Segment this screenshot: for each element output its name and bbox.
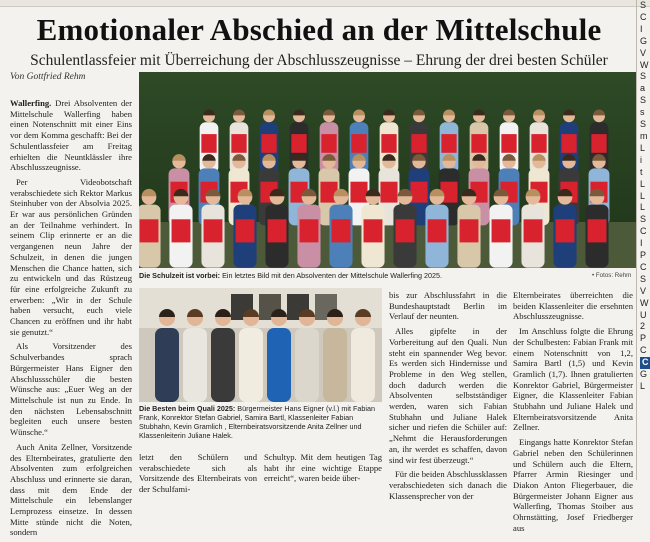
page-top-band bbox=[0, 0, 650, 7]
photo-graduates-group-image bbox=[139, 72, 636, 268]
article-column-2-bottom bbox=[139, 452, 257, 499]
strip-letter: L bbox=[640, 142, 646, 153]
paragraph bbox=[10, 98, 132, 173]
strip-letter: I bbox=[640, 23, 643, 34]
strip-letter: S bbox=[640, 0, 647, 10]
strip-letter: G bbox=[640, 35, 648, 46]
photo-best-students-image bbox=[139, 288, 382, 402]
strip-letter: C bbox=[640, 345, 647, 356]
paragraph: bis zur Abschlussfahrt in die Bundeshauptstadt Berlin im Verlauf der neunten. bbox=[389, 290, 507, 322]
article-column-3-bottom bbox=[264, 452, 382, 488]
article-column-4 bbox=[389, 290, 507, 505]
strip-letter: L bbox=[640, 178, 646, 189]
strip-letter: W bbox=[640, 297, 649, 308]
article-headline: Emotionaler Abschied an der Mittelschule bbox=[36, 12, 602, 47]
paragraph: letzt den Schülern und verabschiedete sich als Vorsitzende des Elternbeirats von der Schulfami- bbox=[139, 452, 257, 495]
strip-letter: C bbox=[640, 11, 647, 22]
article-column-1 bbox=[10, 98, 132, 542]
adjacent-article-strip bbox=[640, 0, 650, 480]
strip-letter: V bbox=[640, 285, 647, 296]
strip-letter: C bbox=[640, 226, 647, 237]
strip-letter: i bbox=[640, 154, 642, 165]
strip-letter: s bbox=[640, 107, 645, 118]
strip-letter: I bbox=[640, 238, 643, 249]
paragraph: Elternbeirates überreichten die beiden Klassenleiter die ersehnten Abschlusszeugnisse. bbox=[513, 290, 633, 322]
dateline: Wallerfing. bbox=[10, 98, 52, 108]
strip-letter: V bbox=[640, 47, 647, 58]
strip-letter: L bbox=[640, 202, 646, 213]
strip-letter: a bbox=[640, 83, 646, 94]
strip-letter: U bbox=[640, 309, 647, 320]
paragraph: Per Videobotschaft verabschiedete sich Rektor Markus Steinhuber von der Absolvia 2025. Er war aus persönlichen Gründen an der Teilnahme verhindert. In seinem Clip erinnerte er an die vergangenen neun Jahre der Schulzeit, in denen die jungen Menschen die Chance hatten, sich zu entwickeln und das Rüstzeug für eine erfolgreiche Zukunft zu erwerben: „Wir in der Schule haben versucht, euch viele Chancen zu eröffnen und ihr habt sie genutzt.“ bbox=[10, 176, 132, 337]
article-subheadline: Schulentlassfeier mit Überreichung der Abschlusszeugnisse – Ehrung der drei besten Schüler bbox=[30, 52, 608, 69]
strip-letter: S bbox=[640, 273, 647, 284]
photo-main-caption-text: Ein letztes Bild mit den Absolventen der Mittelschule Wallerfing 2025. bbox=[222, 271, 442, 280]
strip-letter: 2 bbox=[640, 321, 646, 332]
paragraph: Als Vorsitzender des Schulverbandes sprach Bürgermeister Hans Eigner den Abschlussschüler die besten Wünsche aus: „Euer Weg an der Mittelschule ist nun zu Ende. In den nächsten Lebensabschnitt begleiten euch unsere besten Wünsche.“ bbox=[10, 341, 132, 438]
strip-letter: S bbox=[640, 119, 647, 130]
strip-letter: W bbox=[640, 59, 649, 70]
photo-main-caption-lead: Die Schulzeit ist vorbei: bbox=[139, 271, 221, 280]
strip-letter: L bbox=[640, 381, 646, 391]
paragraph: Für die beiden Abschlussklassen verabschiedeten sich danach die Klassensprecher von der bbox=[389, 469, 507, 501]
strip-letter: S bbox=[640, 95, 647, 106]
photo-best-students bbox=[139, 288, 382, 402]
paragraph: Auch Anita Zellner, Vorsitzende des Elternbeirates, gratulierte den Absolventen zum erfolgreichen Abschluss und erinnerte sie daran, dass mit dem Ende der Mittelschule ein lebenslanger Lernprozess einsetze. In dessen Mitte stünde nicht die Noten, sondern bbox=[10, 441, 132, 538]
photo-graduates-group bbox=[139, 72, 636, 268]
photo-second-caption bbox=[139, 404, 382, 440]
photo-credit: • Fotos: Rehm bbox=[592, 272, 632, 279]
article-byline: Von Gottfried Rehm bbox=[10, 72, 86, 82]
paragraph: Alles gipfelte in der Vorbereitung auf den Quali. Nun steht ein spannender Weg bevor. Es werden sich Hindernisse und Probleme in den Weg stellen, doch dadurch werden die Absolventen selbstständiger werden, waren sich Fabian Stubhahn und Juliane Halek sicher und riefen die Schüler auf: „Nehmt die Herausforderungen an, ihr werdet es schaffen, davon sind wir fest überzeugt.“ bbox=[389, 326, 507, 465]
strip-letter: P bbox=[640, 333, 647, 344]
photo-second-caption-lead: Die Besten beim Quali 2025: bbox=[139, 404, 236, 413]
paragraph: Im Anschluss folgte die Ehrung der Schulbesten: Fabian Frank mit einem Notenschnitt von 1,2, Samira Bartl (1,5) und Kevin Gramlich (1,7). Ihnen gratulierten Konrektor Gabriel, Bürgermeister Eigner, die Klassenleiter Fabian Stubhahn und Juliane Halek und Elternbeiratsvorsitzende Anita Zellner. bbox=[513, 326, 633, 433]
article-column-5 bbox=[513, 290, 633, 537]
strip-letter: G bbox=[640, 369, 648, 380]
strip-letter: L bbox=[640, 190, 646, 201]
strip-letter: t bbox=[640, 166, 643, 177]
column-divider bbox=[636, 0, 637, 480]
paragraph-text: Drei Absolventen der Mittelschule Wallerfing haben einen Notenschnitt mit einer Eins vor dem Komma geschafft: Bei der Schulentlassfeier am Freitag erhielten die Neuntklässler ihre Abschlusszeugnisse. bbox=[10, 98, 132, 173]
strip-letter: S bbox=[640, 214, 647, 225]
photo-main-caption bbox=[139, 271, 559, 280]
strip-letter: C bbox=[640, 261, 647, 272]
strip-letter: m bbox=[640, 130, 648, 141]
strip-letter: C bbox=[642, 357, 649, 368]
paragraph: Eingangs hatte Konrektor Stefan Gabriel neben den Schülerinnen und Schülern auch die Eltern, Pfarrer Armin Riesinger und Diakon Anton Fliegerbauer, die Bürgermeister Johann Eigner aus Wallerfing, Thomas Stoiber aus Ohrnstätting, Josef Friedberger aus bbox=[513, 437, 633, 533]
paragraph: Schultyp. Mit dem heutigen Tag habt ihr eine wichtige Etappe erreicht“, waren beide über- bbox=[264, 452, 382, 484]
strip-letter: P bbox=[640, 250, 647, 261]
photo-second-caption-text: Bürgermeister Hans Eigner (v.l.) mit Fabian Frank, Konrektor Stefan Gabriel, Samira Bartl, Klassenleiter Fabian Stubhahn, Kevin Gramlich , Elternbeiratsvorsitzende Anita Zellner und Klassenleiterin Juliane Halek. bbox=[139, 404, 375, 440]
strip-letter: S bbox=[640, 71, 647, 82]
